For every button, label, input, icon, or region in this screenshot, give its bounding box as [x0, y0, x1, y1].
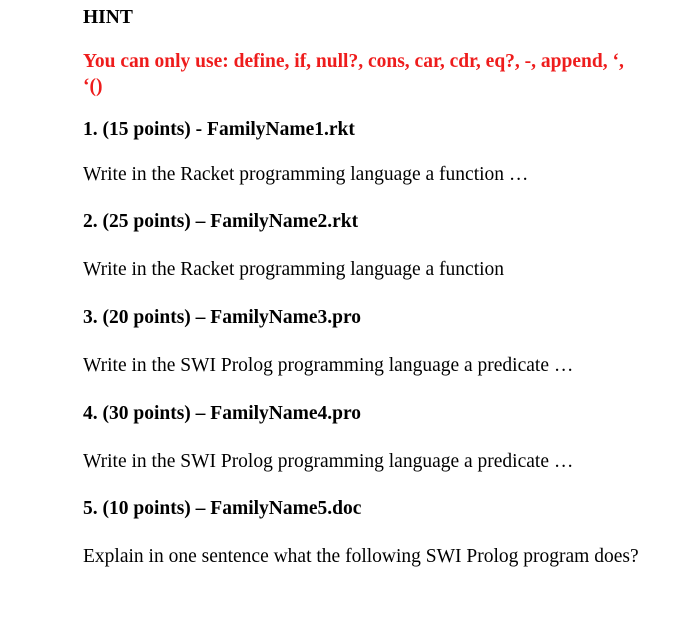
hint-heading: HINT	[83, 7, 133, 28]
question-4-body: Write in the SWI Prolog programming language a predicate …	[83, 451, 574, 472]
question-5-heading: 5. (10 points) – FamilyName5.doc	[83, 498, 362, 519]
hint-text: You can only use: define, if, null?, cons, car, cdr, eq?, -, append, ‘, ‘()	[83, 51, 624, 97]
question-1-heading: 1. (15 points) - FamilyName1.rkt	[83, 119, 355, 140]
question-3-body: Write in the SWI Prolog programming language a predicate …	[83, 355, 574, 376]
question-3-heading: 3. (20 points) – FamilyName3.pro	[83, 307, 362, 328]
question-5-body: Explain in one sentence what the following SWI Prolog program does?	[83, 546, 639, 567]
question-2-heading: 2. (25 points) – FamilyName2.rkt	[83, 211, 359, 232]
question-1-body: Write in the Racket programming language a function …	[83, 164, 529, 185]
question-4-heading: 4. (30 points) – FamilyName4.pro	[83, 403, 362, 424]
question-2-body: Write in the Racket programming language a function	[83, 259, 505, 280]
